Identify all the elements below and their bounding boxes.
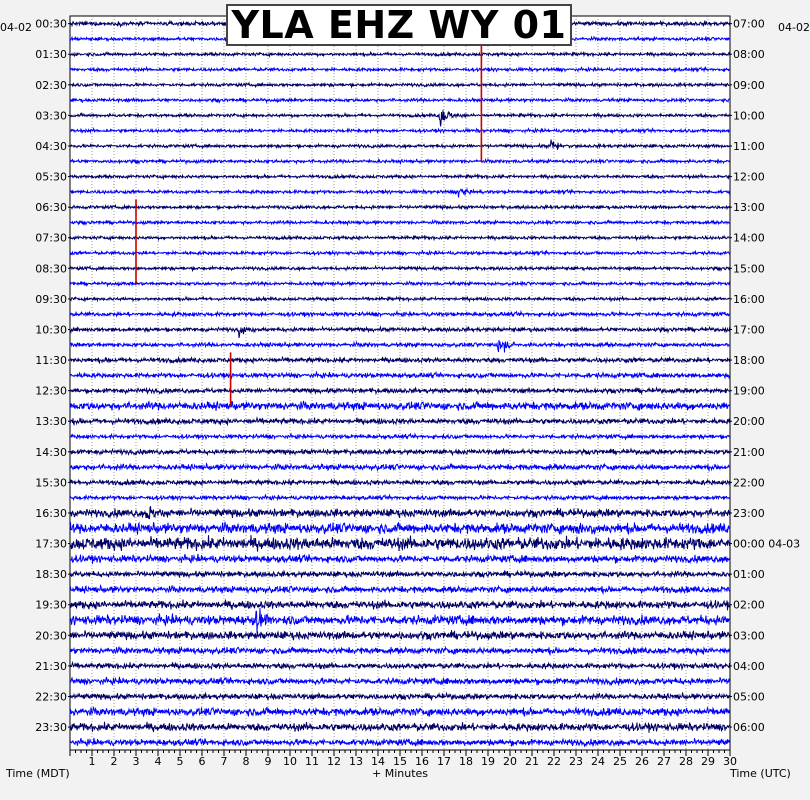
left-time-label: 12:30: [35, 384, 67, 398]
x-tick-label: 18: [459, 755, 473, 768]
right-axis-label: Time (UTC): [730, 767, 791, 780]
left-time-label: 06:30: [35, 201, 67, 215]
right-time-label: 21:00: [733, 445, 765, 459]
right-time-label: 12:00: [733, 170, 765, 184]
left-time-label: 21:30: [35, 659, 67, 673]
x-tick-label: 30: [723, 755, 737, 768]
x-tick-label: 9: [264, 755, 272, 768]
right-time-label: 16:00: [733, 292, 765, 306]
x-tick-label: 8: [242, 755, 250, 768]
right-time-label: 03:00: [733, 629, 765, 643]
x-tick-label: 4: [154, 755, 162, 768]
x-tick-label: 24: [591, 755, 605, 768]
left-time-label: 16:30: [35, 506, 67, 520]
left-time-label: 14:30: [35, 445, 67, 459]
right-time-label: 06:00: [733, 721, 765, 735]
right-time-label: 10:00: [733, 109, 765, 123]
x-tick-label: 29: [701, 755, 715, 768]
right-time-label: 01:00: [733, 568, 765, 582]
x-tick-label: 27: [657, 755, 671, 768]
right-time-label: 19:00: [733, 384, 765, 398]
left-time-label: 13:30: [35, 415, 67, 429]
left-date-label: 04-02: [0, 21, 32, 34]
x-tick-label: 16: [415, 755, 429, 768]
x-tick-label: 1: [88, 755, 96, 768]
right-time-label: 00:00 04-03: [733, 537, 801, 551]
x-tick-label: 11: [305, 755, 319, 768]
left-time-label: 08:30: [35, 262, 67, 276]
x-tick-label: 7: [220, 755, 228, 768]
left-time-label: 01:30: [35, 48, 67, 62]
left-time-label: 20:30: [35, 629, 67, 643]
right-time-label: 11:00: [733, 139, 765, 153]
x-tick-label: 12: [327, 755, 341, 768]
x-axis-label: + Minutes: [372, 767, 429, 780]
x-tick-label: 3: [132, 755, 140, 768]
x-tick-label: 19: [481, 755, 495, 768]
right-time-label: 14:00: [733, 231, 765, 245]
right-date-label: 04-02: [778, 21, 810, 34]
left-time-label: 04:30: [35, 139, 67, 153]
x-tick-label: 21: [525, 755, 539, 768]
x-tick-label: 26: [635, 755, 649, 768]
left-time-label: 09:30: [35, 292, 67, 306]
right-time-label: 02:00: [733, 598, 765, 612]
x-tick-label: 28: [679, 755, 693, 768]
left-time-label: 03:30: [35, 109, 67, 123]
right-time-label: 23:00: [733, 506, 765, 520]
left-time-label: 22:30: [35, 690, 67, 704]
x-tick-label: 10: [283, 755, 297, 768]
x-tick-label: 23: [569, 755, 583, 768]
right-time-label: 04:00: [733, 659, 765, 673]
left-time-label: 05:30: [35, 170, 67, 184]
left-time-label: 00:30: [35, 17, 67, 31]
left-time-label: 10:30: [35, 323, 67, 337]
x-tick-label: 2: [110, 755, 118, 768]
x-tick-label: 5: [176, 755, 184, 768]
x-tick-label: 25: [613, 755, 627, 768]
right-time-label: 17:00: [733, 323, 765, 337]
station-title-box: [226, 4, 572, 46]
left-time-label: 15:30: [35, 476, 67, 490]
x-tick-label: 14: [371, 755, 385, 768]
left-time-label: 07:30: [35, 231, 67, 245]
right-time-label: 22:00: [733, 476, 765, 490]
left-time-label: 23:30: [35, 721, 67, 735]
left-time-label: 18:30: [35, 568, 67, 582]
right-time-label: 08:00: [733, 48, 765, 62]
right-time-label: 15:00: [733, 262, 765, 276]
left-axis-label: Time (MDT): [6, 767, 70, 780]
right-time-label: 07:00: [733, 17, 765, 31]
x-tick-label: 22: [547, 755, 561, 768]
left-time-label: 02:30: [35, 78, 67, 92]
station-title: YLA EHZ WY 01: [231, 3, 567, 47]
left-time-label: 17:30: [35, 537, 67, 551]
left-time-label: 19:30: [35, 598, 67, 612]
x-tick-label: 13: [349, 755, 363, 768]
x-tick-label: 15: [393, 755, 407, 768]
right-time-label: 13:00: [733, 201, 765, 215]
x-tick-label: 17: [437, 755, 451, 768]
x-tick-label: 6: [198, 755, 206, 768]
right-time-label: 20:00: [733, 415, 765, 429]
right-time-label: 09:00: [733, 78, 765, 92]
right-time-label: 05:00: [733, 690, 765, 704]
right-time-label: 18:00: [733, 354, 765, 368]
left-time-label: 11:30: [35, 354, 67, 368]
x-tick-label: 20: [503, 755, 517, 768]
